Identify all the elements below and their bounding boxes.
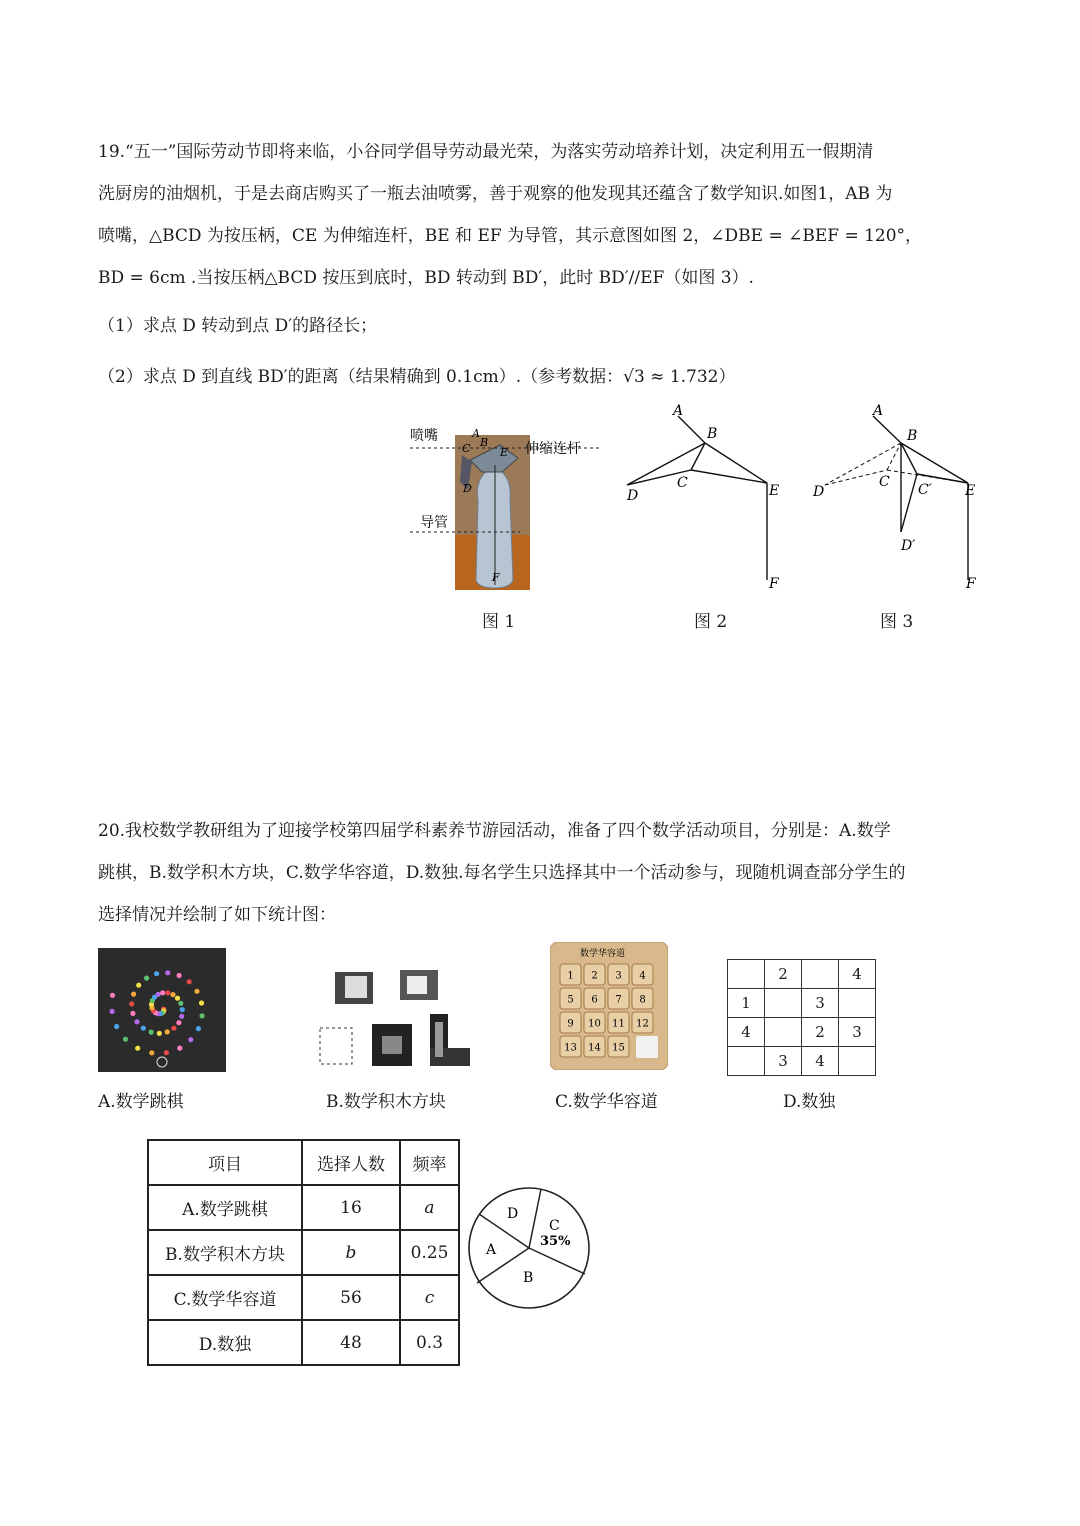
checker-marble	[179, 1014, 184, 1019]
fig3-point-F: F	[966, 576, 976, 592]
table-cell-var: b	[345, 1242, 357, 1263]
checker-marble	[135, 1046, 140, 1051]
fig1-point-A: A	[472, 427, 480, 440]
fig1-point-C: C	[462, 442, 471, 455]
fig3-point-E: E	[965, 483, 976, 499]
checker-marble	[165, 970, 170, 975]
huarong-tile-number: 6	[591, 994, 598, 1006]
table-cell: 48	[302, 1320, 400, 1365]
checker-marble	[123, 1037, 128, 1042]
statistics-table	[147, 1139, 460, 1366]
checker-marble	[136, 983, 141, 988]
table-cell: B.数学积木方块	[148, 1230, 302, 1275]
sudoku-row	[728, 989, 876, 1018]
checker-marble	[175, 996, 180, 1001]
q19-line3: 喷嘴，△BCD 为按压柄，CE 为伸缩连杆，BE 和 EF 为导管，其示意图如图 2，∠DBE = ∠BEF = 120°，	[98, 226, 923, 246]
table-header-cell: 频率	[400, 1140, 459, 1185]
sudoku-cell	[765, 989, 802, 1018]
q19-line2: 洗厨房的油烟机，于是去商店购买了一瓶去油喷雾，善于观察的他发现其还蕴含了数学知识.如图1，AB 为	[98, 184, 893, 204]
sudoku-cell: 3	[839, 1018, 876, 1047]
fig2-point-F: F	[769, 576, 779, 592]
fig1-point-D: D	[463, 482, 472, 495]
activity-d-sudoku-grid	[727, 959, 876, 1076]
q20-line2: 跳棋，B.数学积木方块，C.数学华容道，D.数独.每名学生只选择其中一个活动参与，现随机调查部分学生的	[98, 863, 906, 883]
table-cell: 56	[302, 1275, 400, 1320]
checker-marble	[196, 1026, 201, 1031]
fig3-point-A: A	[873, 403, 884, 419]
checker-marble	[188, 1037, 193, 1042]
checker-marble	[157, 1031, 162, 1036]
checker-marble	[200, 1013, 205, 1018]
checker-marble	[154, 971, 159, 976]
checker-marble	[110, 1009, 115, 1014]
fig3-point-B: B	[907, 428, 918, 444]
fig2-caption: 图 2	[694, 612, 728, 632]
sudoku-cell	[765, 1018, 802, 1047]
checker-marble	[164, 1050, 169, 1055]
activity-label-b: B.数学积木方块	[326, 1092, 446, 1112]
pie-label-a: A	[486, 1242, 497, 1258]
activity-c-huarong-image	[550, 942, 668, 1070]
huarong-tile-number: 5	[567, 994, 574, 1006]
pie-chart	[467, 1186, 592, 1310]
sudoku-cell	[839, 1047, 876, 1076]
huarong-tile-number: 14	[588, 1042, 601, 1054]
fig1-nozzle-label: 喷嘴	[410, 428, 438, 444]
q19-line1: 19.“五一”国际劳动节即将来临，小谷同学倡导劳动最光荣，为落实劳动培养计划，决定利用五一假期清	[98, 142, 874, 162]
huarong-tile-number: 13	[564, 1042, 577, 1054]
fig1-point-F: F	[492, 571, 500, 584]
checker-marble	[176, 1020, 181, 1025]
sudoku-cell: 2	[802, 1018, 839, 1047]
sudoku-cell: 3	[802, 989, 839, 1018]
huarong-tile-number: 3	[615, 970, 622, 982]
table-header-cell: 项目	[148, 1140, 302, 1185]
checker-marble	[141, 1026, 146, 1031]
sudoku-row	[728, 1047, 876, 1076]
fig2-point-D: D	[627, 488, 639, 504]
checker-marble	[170, 992, 175, 997]
fig1-rod-label: 伸缩连杆	[525, 441, 581, 457]
table-cell	[302, 1230, 400, 1275]
table-row	[148, 1230, 459, 1275]
checker-marble	[165, 1029, 170, 1034]
huarong-tile-number: 7	[615, 994, 622, 1006]
q20-line1: 20.我校数学教研组为了迎接学校第四届学科素养节游园活动，准备了四个数学活动项目，分别是：A.数学	[98, 821, 891, 841]
fig3-caption: 图 3	[880, 612, 914, 632]
huarong-tile-number: 12	[636, 1018, 649, 1030]
sudoku-cell: 1	[728, 989, 765, 1018]
huarong-tile-number: 11	[612, 1018, 625, 1030]
table-cell-var: a	[424, 1197, 435, 1218]
figure-3-diagram	[805, 400, 985, 595]
fig1-tube-label: 导管	[420, 515, 448, 531]
checker-marble	[180, 1007, 185, 1012]
checker-marble	[110, 993, 115, 998]
checker-marble	[178, 1001, 183, 1006]
table-cell-var: c	[424, 1287, 435, 1308]
activity-a-checkers-image	[98, 948, 226, 1072]
table-cell: A.数学跳棋	[148, 1185, 302, 1230]
pie-label-d: D	[507, 1206, 519, 1222]
huarong-tile-number: 15	[612, 1042, 625, 1054]
huarong-tile-number: 4	[639, 970, 646, 982]
sudoku-cell: 2	[765, 960, 802, 989]
table-cell: C.数学华容道	[148, 1275, 302, 1320]
table-header-cell: 选择人数	[302, 1140, 400, 1185]
huarong-tile-number: 1	[567, 970, 574, 982]
checker-marble	[149, 1050, 154, 1055]
table-row	[148, 1185, 459, 1230]
huarong-tile-number: 10	[588, 1018, 601, 1030]
fig2-point-C: C	[677, 475, 688, 491]
fig2-point-B: B	[707, 426, 718, 442]
sudoku-cell	[728, 960, 765, 989]
huarong-tile-number: 9	[567, 1018, 574, 1030]
sudoku-cell: 4	[728, 1018, 765, 1047]
fig3-point-C: C	[879, 474, 890, 490]
sudoku-cell: 4	[802, 1047, 839, 1076]
checker-marble	[199, 1000, 204, 1005]
fig1-point-B: B	[480, 436, 489, 449]
figure-1-spray-bottle	[410, 420, 600, 595]
table-cell	[400, 1275, 459, 1320]
q19-line4: BD = 6cm .当按压柄△BCD 按压到底时，BD 转动到 BD′，此时 BD′//EF（如图 3）.	[98, 268, 754, 288]
sudoku-cell: 3	[765, 1047, 802, 1076]
fig2-point-A: A	[673, 403, 684, 419]
figure-2-diagram	[615, 400, 795, 595]
sudoku-cell	[839, 989, 876, 1018]
checker-marble	[177, 973, 182, 978]
pie-label-c-pct: 35%	[540, 1234, 571, 1249]
sudoku-row	[728, 960, 876, 989]
q19-text	[98, 131, 982, 299]
table-cell: D.数独	[148, 1320, 302, 1365]
table-cell: 16	[302, 1185, 400, 1230]
q19-sub2: （2）求点 D 到直线 BD′的距离（结果精确到 0.1cm）.（参考数据：√3 ≈ 1.732）	[98, 367, 736, 387]
activity-label-a: A.数学跳棋	[98, 1092, 184, 1112]
fig2-point-E: E	[769, 483, 780, 499]
activity-b-blocks-image	[310, 962, 475, 1072]
checker-marble	[134, 1019, 139, 1024]
checker-marble	[144, 976, 149, 981]
q19-sub1: （1）求点 D 转动到点 D′的路径长；	[98, 316, 378, 336]
table-row	[148, 1275, 459, 1320]
table-cell	[400, 1185, 459, 1230]
huarong-tile-number: 2	[591, 970, 598, 982]
table-header-row	[148, 1140, 459, 1185]
checker-marble	[130, 1011, 135, 1016]
checker-marble	[131, 992, 136, 997]
checker-marble	[160, 990, 165, 995]
activity-label-d: D.数独	[783, 1092, 836, 1112]
checker-marble	[156, 992, 161, 997]
sudoku-cell: 4	[839, 960, 876, 989]
q20-line3: 选择情况并绘制了如下统计图：	[98, 905, 336, 925]
pie-label-b: B	[523, 1270, 534, 1286]
sudoku-cell	[728, 1047, 765, 1076]
fig3-point-C-prime: C′	[918, 482, 932, 498]
checker-marble	[171, 1026, 176, 1031]
checker-marble	[165, 990, 170, 995]
sudoku-cell	[802, 960, 839, 989]
checker-marble	[187, 979, 192, 984]
fig1-caption: 图 1	[482, 612, 516, 632]
checker-marble	[114, 1024, 119, 1029]
q20-text	[98, 810, 982, 936]
huarong-title: 数学华容道	[580, 949, 626, 959]
pie-label-c: C	[549, 1218, 560, 1234]
table-row	[148, 1320, 459, 1365]
checker-marble	[194, 989, 199, 994]
sudoku-row	[728, 1018, 876, 1047]
table-cell: 0.3	[400, 1320, 459, 1365]
fig3-point-D-prime: D′	[901, 538, 916, 554]
huarong-tile-number: 8	[639, 994, 646, 1006]
checker-marble	[129, 1001, 134, 1006]
fig1-point-E: E	[500, 446, 509, 459]
fig3-point-D: D	[813, 484, 825, 500]
activity-label-c: C.数学华容道	[555, 1092, 658, 1112]
checker-marble	[149, 1030, 154, 1035]
checker-marble	[177, 1046, 182, 1051]
table-cell: 0.25	[400, 1230, 459, 1275]
